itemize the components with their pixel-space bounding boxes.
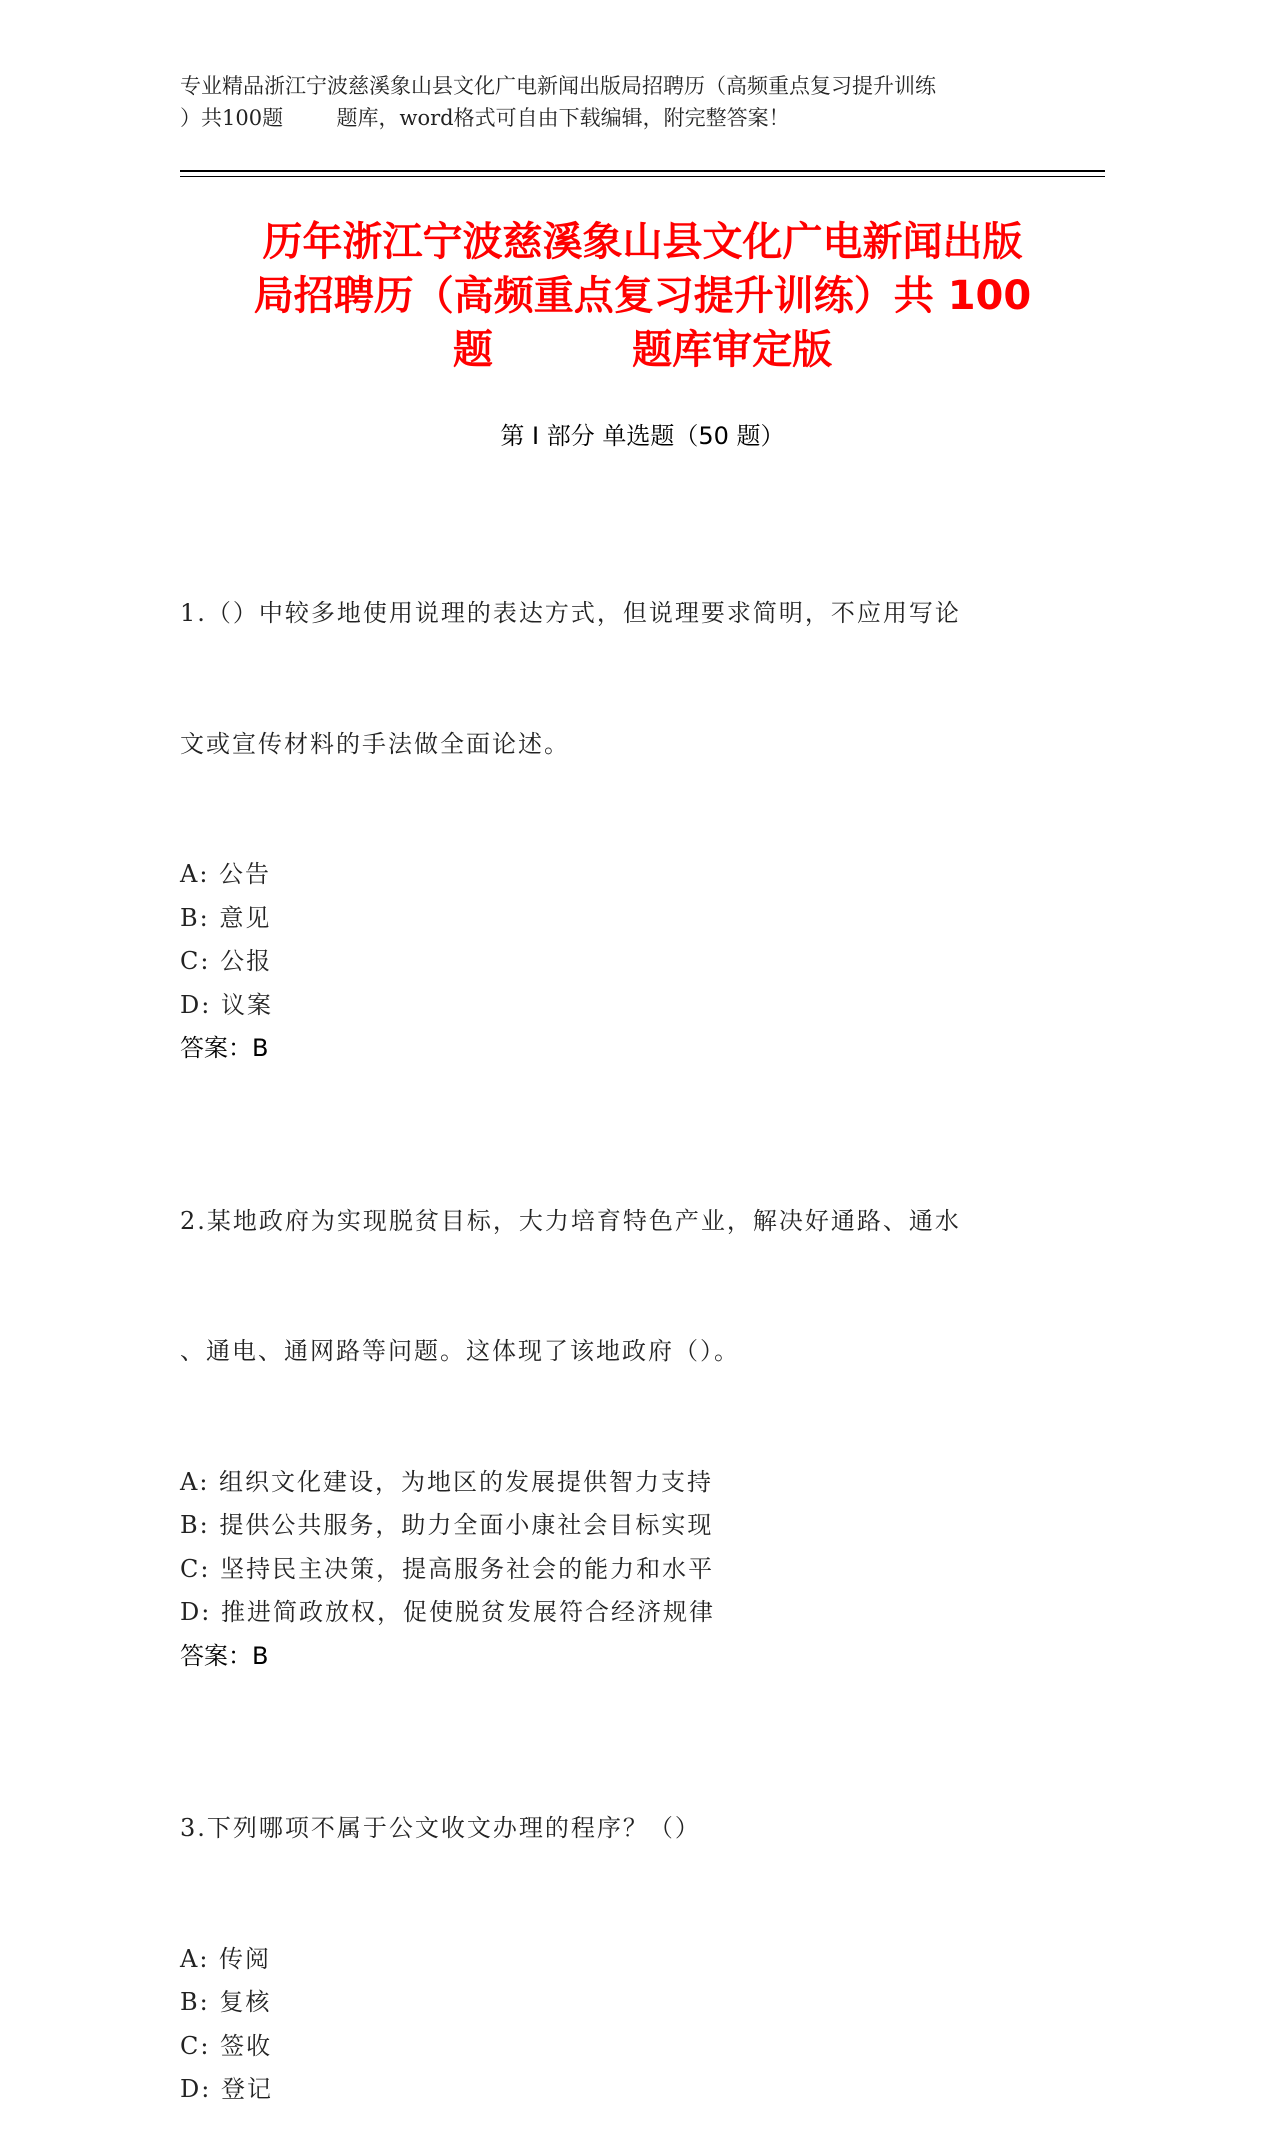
question-stem-line: 文或宣传材料的手法做全面论述。 bbox=[180, 729, 570, 758]
option-c: C: 公报 bbox=[180, 947, 273, 975]
option-b: B: 提供公共服务，助力全面小康社会目标实现 bbox=[180, 1511, 714, 1539]
option-b: B: 意见 bbox=[180, 903, 272, 932]
question-stem bbox=[180, 1720, 1060, 1938]
option-a: A: 公告 bbox=[180, 860, 272, 888]
question-stem-line: 2.某地政府为实现脱贫目标，大力培育特色产业，解决好通路、通水 bbox=[180, 1206, 961, 1235]
answer: 答案：B bbox=[180, 1641, 269, 1670]
header-rule-thin bbox=[180, 176, 1105, 177]
option-c: C: 坚持民主决策，提高服务社会的能力和水平 bbox=[180, 1554, 715, 1583]
option-c: C: 签收 bbox=[180, 2031, 273, 2060]
header-line-1: 专业精品浙江宁波慈溪象山县文化广电新闻出版局招聘历（高频重点复习提升训练 bbox=[180, 74, 936, 98]
question-stem-line: 3.下列哪项不属于公文收文办理的程序？（） bbox=[180, 1814, 701, 1842]
question-list bbox=[180, 505, 1060, 2154]
section-heading: 第 I 部分 单选题（50 题） bbox=[500, 422, 785, 450]
question-stem-line: 、通电、通网路等问题。这体现了该地政府（）。 bbox=[180, 1337, 740, 1365]
question-2 bbox=[180, 1113, 1060, 1679]
document-header bbox=[180, 70, 1060, 134]
option-a: A: 传阅 bbox=[180, 1944, 272, 1973]
header-rule-thick bbox=[180, 170, 1105, 172]
answer: 答案：B bbox=[180, 1034, 269, 1062]
document-title bbox=[180, 215, 1105, 377]
option-d: D: 登记 bbox=[180, 2075, 273, 2103]
question-stem bbox=[180, 505, 1060, 853]
question-stem bbox=[180, 1113, 1060, 1461]
header-line-2: ）共100题 题库，word格式可自由下载编辑，附完整答案！ bbox=[180, 106, 790, 130]
title-line-2: 局招聘历（高频重点复习提升训练）共 100 bbox=[253, 273, 1032, 319]
question-stem-line: 1.（）中较多地使用说理的表达方式，但说理要求简明，不应用写论 bbox=[180, 599, 961, 627]
question-1 bbox=[180, 505, 1060, 1071]
option-d: D: 议案 bbox=[180, 990, 273, 1019]
option-d: D: 推进简政放权，促使脱贫发展符合经济规律 bbox=[180, 1598, 715, 1626]
question-3 bbox=[180, 1720, 1060, 2112]
option-b: B: 复核 bbox=[180, 1988, 272, 2016]
title-line-3: 题 题库审定版 bbox=[452, 327, 833, 373]
option-a: A: 组织文化建设，为地区的发展提供智力支持 bbox=[180, 1467, 714, 1496]
title-line-1: 历年浙江宁波慈溪象山县文化广电新闻出版 bbox=[262, 219, 1023, 265]
